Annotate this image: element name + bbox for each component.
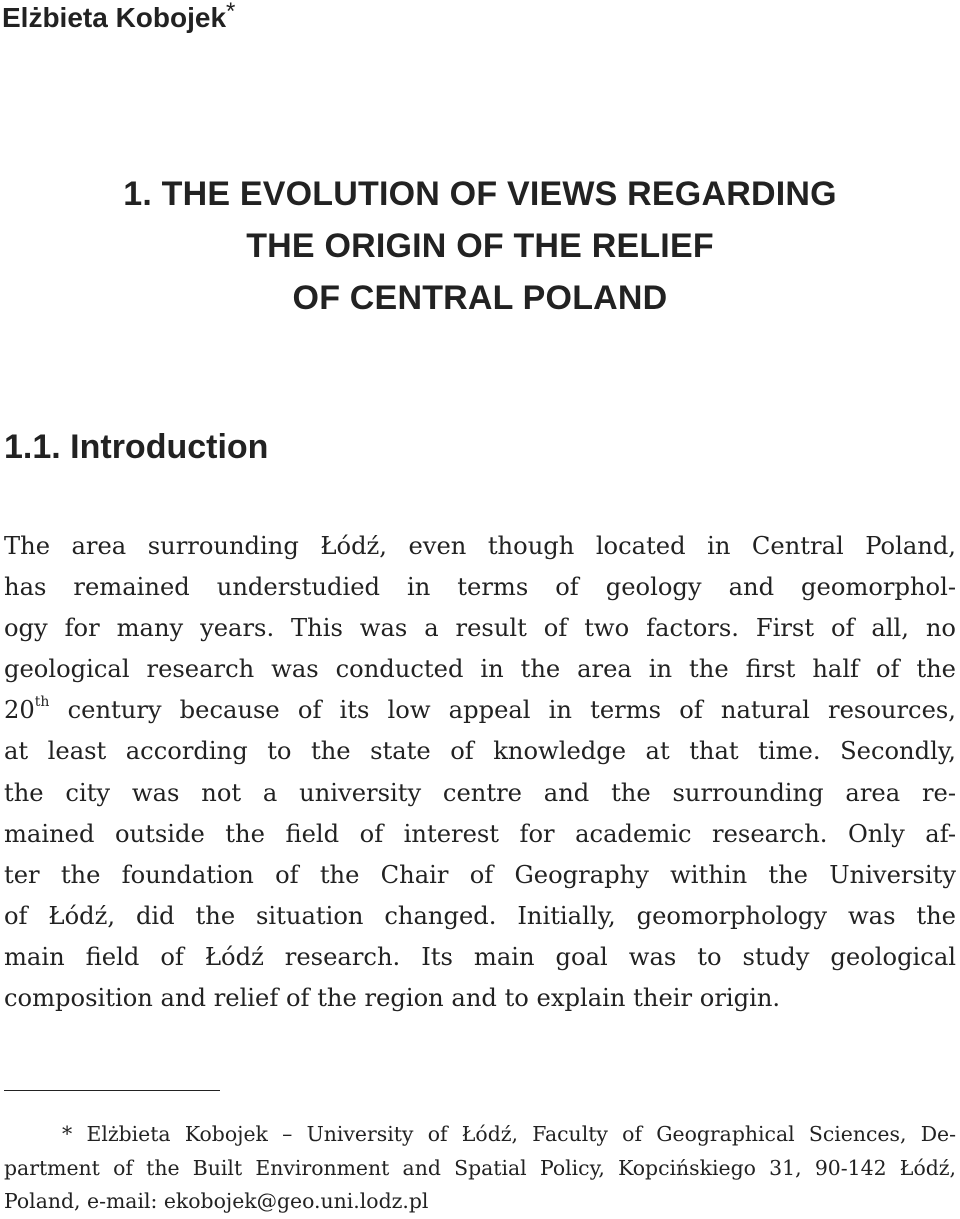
- footnote-line: * Elżbieta Kobojek – University of Łódź, Faculty of Geographical Sciences, De-: [62, 1122, 956, 1146]
- chapter-title-line: THE ORIGIN OF THE RELIEF: [246, 227, 714, 265]
- body-line: the city was not a university centre and the surrounding area re-: [4, 778, 956, 807]
- body-line: has remained understudied in terms of geology and geomorphol-: [4, 573, 956, 602]
- chapter-title: [0, 168, 960, 324]
- author-footnote-marker: *: [226, 0, 236, 25]
- footnote-line-last: Poland, e-mail: ekobojek@geo.uni.lodz.pl: [4, 1189, 429, 1213]
- body-line-century: [4, 690, 956, 731]
- century-number: 20: [4, 696, 35, 725]
- footnote-separator: [4, 1090, 220, 1091]
- body-paragraph: [4, 526, 956, 1019]
- body-line: of Łódź, did the situation changed. Initially, geomorphology was the: [4, 901, 956, 930]
- section-title: 1.1. Introduction: [4, 428, 269, 466]
- century-suffix: th: [34, 694, 50, 711]
- body-line: mained outside the field of interest for academic research. Only af-: [4, 819, 956, 848]
- body-line: geological research was conducted in the area in the first half of the: [4, 655, 956, 684]
- body-line: ogy for many years. This was a result of two factors. First of all, no: [4, 614, 956, 643]
- body-line: ter the foundation of the Chair of Geography within the University: [4, 860, 956, 889]
- body-line: The area surrounding Łódź, even though located in Central Poland,: [4, 532, 956, 560]
- footnote: [4, 1118, 956, 1219]
- body-line: main field of Łódź research. Its main goal was to study geological: [4, 942, 956, 971]
- chapter-title-line: OF CENTRAL POLAND: [292, 279, 668, 317]
- author-name-text: Elżbieta Kobojek: [2, 2, 227, 33]
- author-name: [2, 0, 235, 36]
- body-line-last: composition and relief of the region and to explain their origin.: [4, 984, 781, 1013]
- footnote-line: partment of the Built Environment and Spatial Policy, Kopcińskiego 31, 90-142 Łódź,: [4, 1155, 956, 1180]
- chapter-title-line: 1. THE EVOLUTION OF VIEWS REGARDING: [123, 175, 837, 213]
- body-line: at least according to the state of knowledge at that time. Secondly,: [4, 737, 956, 766]
- body-line-rest: century because of its low appeal in terms of natural resources,: [67, 696, 956, 725]
